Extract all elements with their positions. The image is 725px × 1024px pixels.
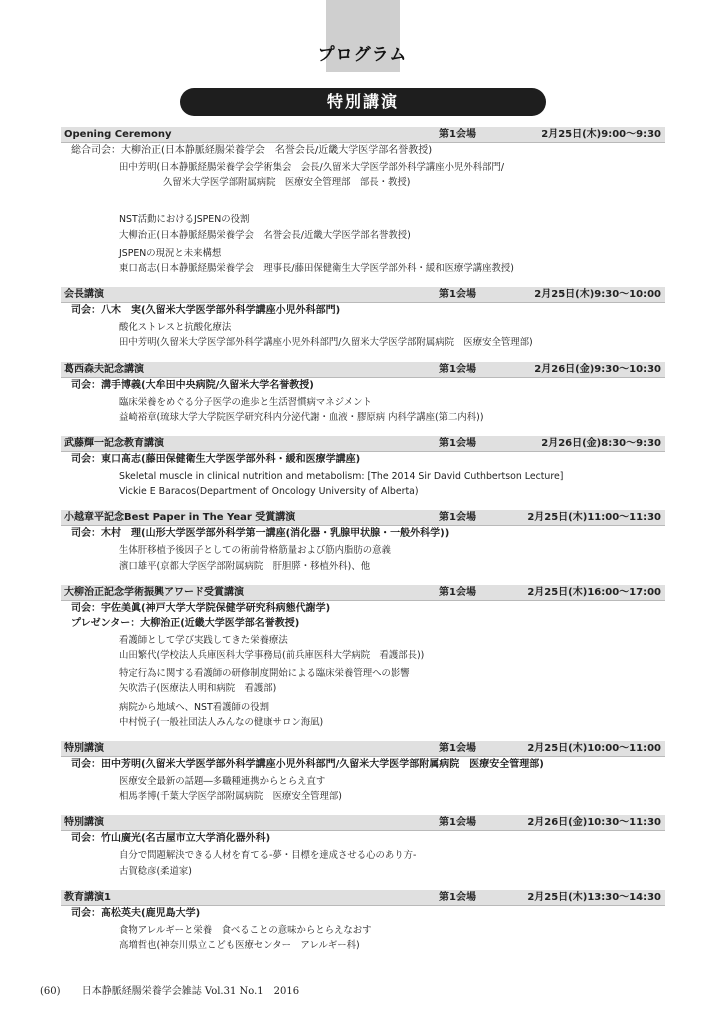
- session-presenter: プレゼンター：大柳治正(近畿大学医学部名誉教授): [71, 617, 300, 629]
- section-banner: 特別講演: [180, 88, 546, 116]
- session-header: [61, 362, 665, 378]
- talk-title: 看護師として学び実践してきた栄養療法: [119, 634, 288, 646]
- session-hall: 第1会場: [439, 586, 476, 598]
- talk-speaker: 田中芳明(日本静脈経腸栄養学会学術集会 会長/久留米大学医学部外科学講座小児外科部門/: [119, 162, 504, 173]
- session-chair: 司会：木村 理(山形大学医学部外科学第一講座(消化器・乳腺甲状腺・一般外科学)): [71, 528, 450, 540]
- session-kasai-memorial: [61, 362, 665, 425]
- session-name: 大柳治正記念学術振興アワード受賞講演: [64, 586, 244, 598]
- session-educational-lecture-1: [61, 890, 665, 953]
- talk-speaker: 田中芳明(久留米大学医学部外科学講座小児外科部門/久留米大学医学部附属病院 医療安全管理部): [119, 337, 533, 349]
- talk-speaker: 益崎裕章(琉球大学大学院医学研究科内分泌代謝・血液・膠原病 内科学講座(第二内科)): [119, 411, 484, 423]
- session-name: 特別講演: [64, 743, 104, 755]
- session-datetime: 2月25日(木)11:00〜11:30: [527, 512, 661, 524]
- session-header: [61, 436, 665, 452]
- session-header: [61, 127, 665, 143]
- talk: [61, 633, 665, 730]
- session-chair: 司会：田中芳明(久留米大学医学部外科学講座小児外科部門/久留米大学医学部附属病院 医療安全管理部): [71, 759, 544, 771]
- talk-speaker: 中村悦子(一般社団法人みんなの健康サロン海凪): [119, 716, 324, 728]
- session-chair: 司会：竹山廣光(名古屋市立大学消化器外科): [71, 833, 271, 845]
- talk-title: 自分で問題解決できる人材を育てる-夢・目標を達成させる心のあり方-: [119, 850, 417, 862]
- session-presidential-lecture: [61, 287, 665, 350]
- session-hall: 第1会場: [439, 129, 476, 140]
- talk-speaker: 相馬孝博(千葉大学医学部附属病院 医療安全管理部): [119, 791, 342, 803]
- talk-speaker: Vickie E Baracos(Department of Oncology University of Alberta): [119, 486, 419, 498]
- page-title: プログラム: [317, 45, 408, 65]
- session-name: 会長講演: [64, 289, 104, 301]
- talk-title: 臨床栄養をめぐる分子医学の進歩と生活習慣病マネジメント: [119, 396, 372, 408]
- session-chair: 司会：宇佐美眞(神戸大学大学院保健学研究科病態代謝学): [71, 602, 331, 614]
- program-list: [61, 127, 665, 964]
- session-chair: 司会：東口髙志(藤田保健衛生大学医学部外科・緩和医療学講座): [71, 454, 361, 466]
- session-name: 武藤輝一記念教育講演: [64, 438, 164, 450]
- session-name: 葛西森夫記念講演: [64, 363, 144, 375]
- session-datetime: 2月25日(木)10:00〜11:00: [527, 743, 661, 755]
- session-chair: 司会：溝手博義(大牟田中央病院/久留米大学名誉教授): [71, 379, 314, 391]
- session-chair: 総合司会：大柳治正(日本静脈経腸栄養学会 名誉会長/近畿大学医学部名誉教授): [71, 145, 433, 156]
- session-header: [61, 287, 665, 303]
- session-hall: 第1会場: [439, 363, 476, 375]
- talk: [61, 923, 665, 953]
- session-hall: 第1会場: [439, 512, 476, 524]
- talk-speaker: 大柳治正(日本静脈経腸栄養学会 名誉会長/近畿大学医学部名誉教授): [119, 229, 411, 241]
- session-header: [61, 741, 665, 757]
- session-hall: 第1会場: [439, 438, 476, 450]
- session-chair: 司会：八木 実(久留米大学医学部外科学講座小児外科部門): [71, 305, 341, 317]
- session-chair: 司会：髙松英夫(鹿児島大学): [71, 907, 201, 919]
- session-name: 小越章平記念Best Paper in The Year 受賞講演: [64, 512, 296, 524]
- session-name: Opening Ceremony: [64, 129, 172, 140]
- talk: [61, 848, 665, 878]
- talk-title: 医療安全最新の話題―多職種連携からとらえ直す: [119, 776, 326, 788]
- talk-title: Skeletal muscle in clinical nutrition and metabolism: [The 2014 Sir David Cuthbertson Lecture]: [119, 471, 564, 483]
- talk-title: 病院から地域へ、NST看護師の役割: [119, 701, 269, 713]
- talk-title: 生体肝移植予後因子としての術前骨格筋量および筋内脂肪の意義: [119, 545, 391, 557]
- talk: [61, 469, 665, 499]
- talk-speaker: 矢吹浩子(医療法人明和病院 看護部): [119, 683, 277, 695]
- session-datetime: 2月26日(金)10:30〜11:30: [527, 817, 661, 829]
- talk-speaker-cont: 久留米大学医学部附属病院 医療安全管理部 部長・教授): [163, 177, 411, 189]
- talk: [61, 395, 665, 425]
- session-oyanagi-award: [61, 585, 665, 730]
- session-hall: 第1会場: [439, 817, 476, 829]
- journal-citation: 日本静脈経腸栄養学会雑誌 Vol.31 No.1 2016: [81, 986, 300, 997]
- talk-title: 特定行為に関する看護師の研修制度開始による臨床栄養管理への影響: [119, 668, 410, 680]
- session-header: [61, 510, 665, 526]
- talk: [61, 543, 665, 573]
- session-ogoshi-best-paper: [61, 510, 665, 573]
- talk-title: JSPENの現況と未来構想: [119, 247, 222, 259]
- session-datetime: 2月26日(金)9:30〜10:30: [534, 363, 661, 375]
- page-number: (60): [40, 986, 61, 997]
- talk-title: 酸化ストレスと抗酸化療法: [119, 322, 232, 334]
- session-name: 特別講演: [64, 817, 104, 829]
- talk-speaker: 高増哲也(神奈川県立こども医療センター アレルギー科): [119, 940, 360, 952]
- talk-speaker: 濱口雄平(京都大学医学部附属病院 肝胆膵・移植外科)、他: [119, 560, 371, 572]
- session-name: 教育講演1: [64, 891, 111, 903]
- session-datetime: 2月25日(木)16:00〜17:00: [527, 586, 661, 598]
- talk: [61, 160, 665, 276]
- session-datetime: 2月26日(金)8:30〜9:30: [541, 438, 661, 450]
- session-hall: 第1会場: [439, 743, 476, 755]
- session-special-lecture-2: [61, 815, 665, 878]
- talk: [61, 774, 665, 804]
- session-hall: 第1会場: [439, 289, 476, 301]
- session-datetime: 2月25日(木)9:00〜9:30: [541, 129, 661, 140]
- talk-speaker: 山田繁代(学校法人兵庫医科大学事務局(前兵庫医科大学病院 看護部長)): [119, 650, 425, 662]
- session-hall: 第1会場: [439, 891, 476, 903]
- session-header: [61, 815, 665, 831]
- talk: [61, 320, 665, 350]
- session-opening-ceremony: [61, 127, 665, 276]
- talk-speaker: 東口髙志(日本静脈経腸栄養学会 理事長/藤田保健衛生大学医学部外科・緩和医療学講座教授): [119, 263, 514, 275]
- page-footer: [40, 982, 317, 997]
- talk-title: 食物アレルギーと栄養 食べることの意味からとらえなおす: [119, 924, 372, 936]
- session-header: [61, 890, 665, 906]
- session-special-lecture-1: [61, 741, 665, 804]
- session-datetime: 2月25日(木)9:30〜10:00: [534, 289, 661, 301]
- session-datetime: 2月25日(木)13:30〜14:30: [527, 891, 661, 903]
- talk-title: NST活動におけるJSPENの役割: [119, 214, 250, 226]
- talk-speaker: 古賀稔彦(柔道家): [119, 865, 192, 877]
- session-header: [61, 585, 665, 601]
- session-muto-memorial: [61, 436, 665, 499]
